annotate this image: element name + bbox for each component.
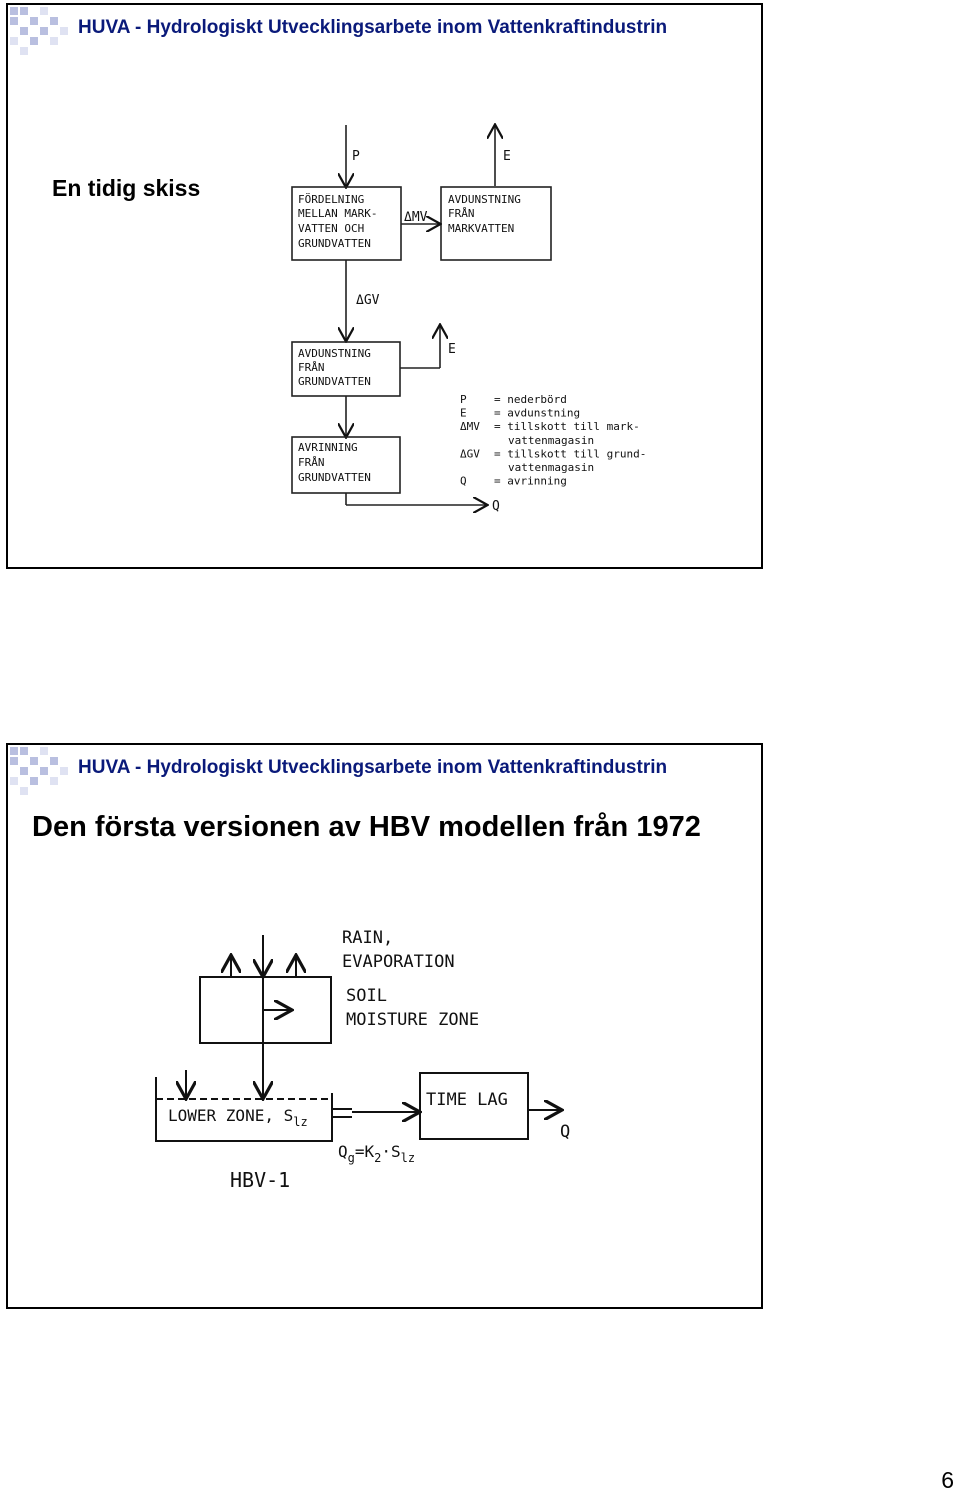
legend-symbol: ΔMV <box>460 420 480 434</box>
label-q: Q <box>492 499 500 514</box>
lower-zone-label: LOWER ZONE, $S_{lz}$ <box>168 1106 308 1129</box>
label-dmv: ΔMV <box>404 210 428 225</box>
soil-label: SOIL <box>346 986 387 1006</box>
evaporation-label: EVAPORATION <box>342 952 455 972</box>
slide-header: HUVA - Hydrologiskt Utvecklingsarbete inom Vattenkraftindustrin <box>78 757 668 778</box>
legend-description: vattenmagasin <box>508 433 595 447</box>
slide-title: En tidig skiss <box>52 175 201 201</box>
legend <box>460 393 646 488</box>
box-runoff-line: GRUNDVATTEN <box>298 471 371 484</box>
label-p: P <box>352 149 360 164</box>
slide-early-sketch <box>6 3 763 569</box>
model-name-label: HBV-1 <box>230 1168 291 1192</box>
box-distribution-line: GRUNDVATTEN <box>298 237 371 250</box>
hbv1-diagram <box>148 925 588 1195</box>
huva-logo-icon <box>8 5 78 57</box>
label-dgv: ΔGV <box>356 293 380 308</box>
legend-description: = tillskott till mark- <box>494 420 640 434</box>
box-runoff-line: AVRINNING <box>298 441 358 454</box>
box-evap-ground-line: GRUNDVATTEN <box>298 375 371 388</box>
box-evap-soil-line: FRÅN <box>448 207 475 220</box>
label-e-top: E <box>503 149 511 164</box>
box-runoff-line: FRÅN <box>298 456 325 469</box>
legend-description: vattenmagasin <box>508 461 595 474</box>
slide-title: Den första versionen av HBV modellen från 1972 <box>32 811 701 843</box>
legend-description: = nederbörd <box>494 393 567 406</box>
legend-symbol: P <box>460 393 467 406</box>
box-evap-soil-line: MARKVATTEN <box>448 222 515 235</box>
legend-description: = avdunstning <box>494 406 581 420</box>
rain-label: RAIN, <box>342 928 394 948</box>
slide-header: HUVA - Hydrologiskt Utvecklingsarbete inom Vattenkraftindustrin <box>78 17 668 38</box>
legend-symbol: E <box>460 406 467 420</box>
legend-description: = tillskott till grund- <box>494 447 647 461</box>
box-evap-soil-line: AVDUNSTNING <box>448 193 521 206</box>
box-evap-ground-line: FRÅN <box>298 361 325 374</box>
q-label: Q <box>560 1122 571 1142</box>
outflow-equation: $Q_g=K_2\cdot S_{lz}$ <box>338 1142 416 1165</box>
huva-logo-icon <box>8 745 78 797</box>
page-number: 6 <box>941 1467 954 1493</box>
label-e-mid: E <box>448 342 456 357</box>
box-distribution-line: FÖRDELNING <box>298 193 365 206</box>
slide-hbv-1972 <box>6 743 763 1309</box>
legend-symbol: Q <box>460 474 467 488</box>
box-evap-ground-line: AVDUNSTNING <box>298 347 371 360</box>
legend-symbol: ΔGV <box>460 447 480 461</box>
moisture-zone-label: MOISTURE ZONE <box>346 1010 480 1030</box>
time-lag-label: TIME LAG <box>426 1090 508 1110</box>
box-distribution-line: MELLAN MARK- <box>298 207 378 220</box>
box-distribution-line: VATTEN OCH <box>298 222 365 235</box>
legend-description: = avrinning <box>494 474 567 488</box>
early-sketch-diagram <box>228 100 688 530</box>
